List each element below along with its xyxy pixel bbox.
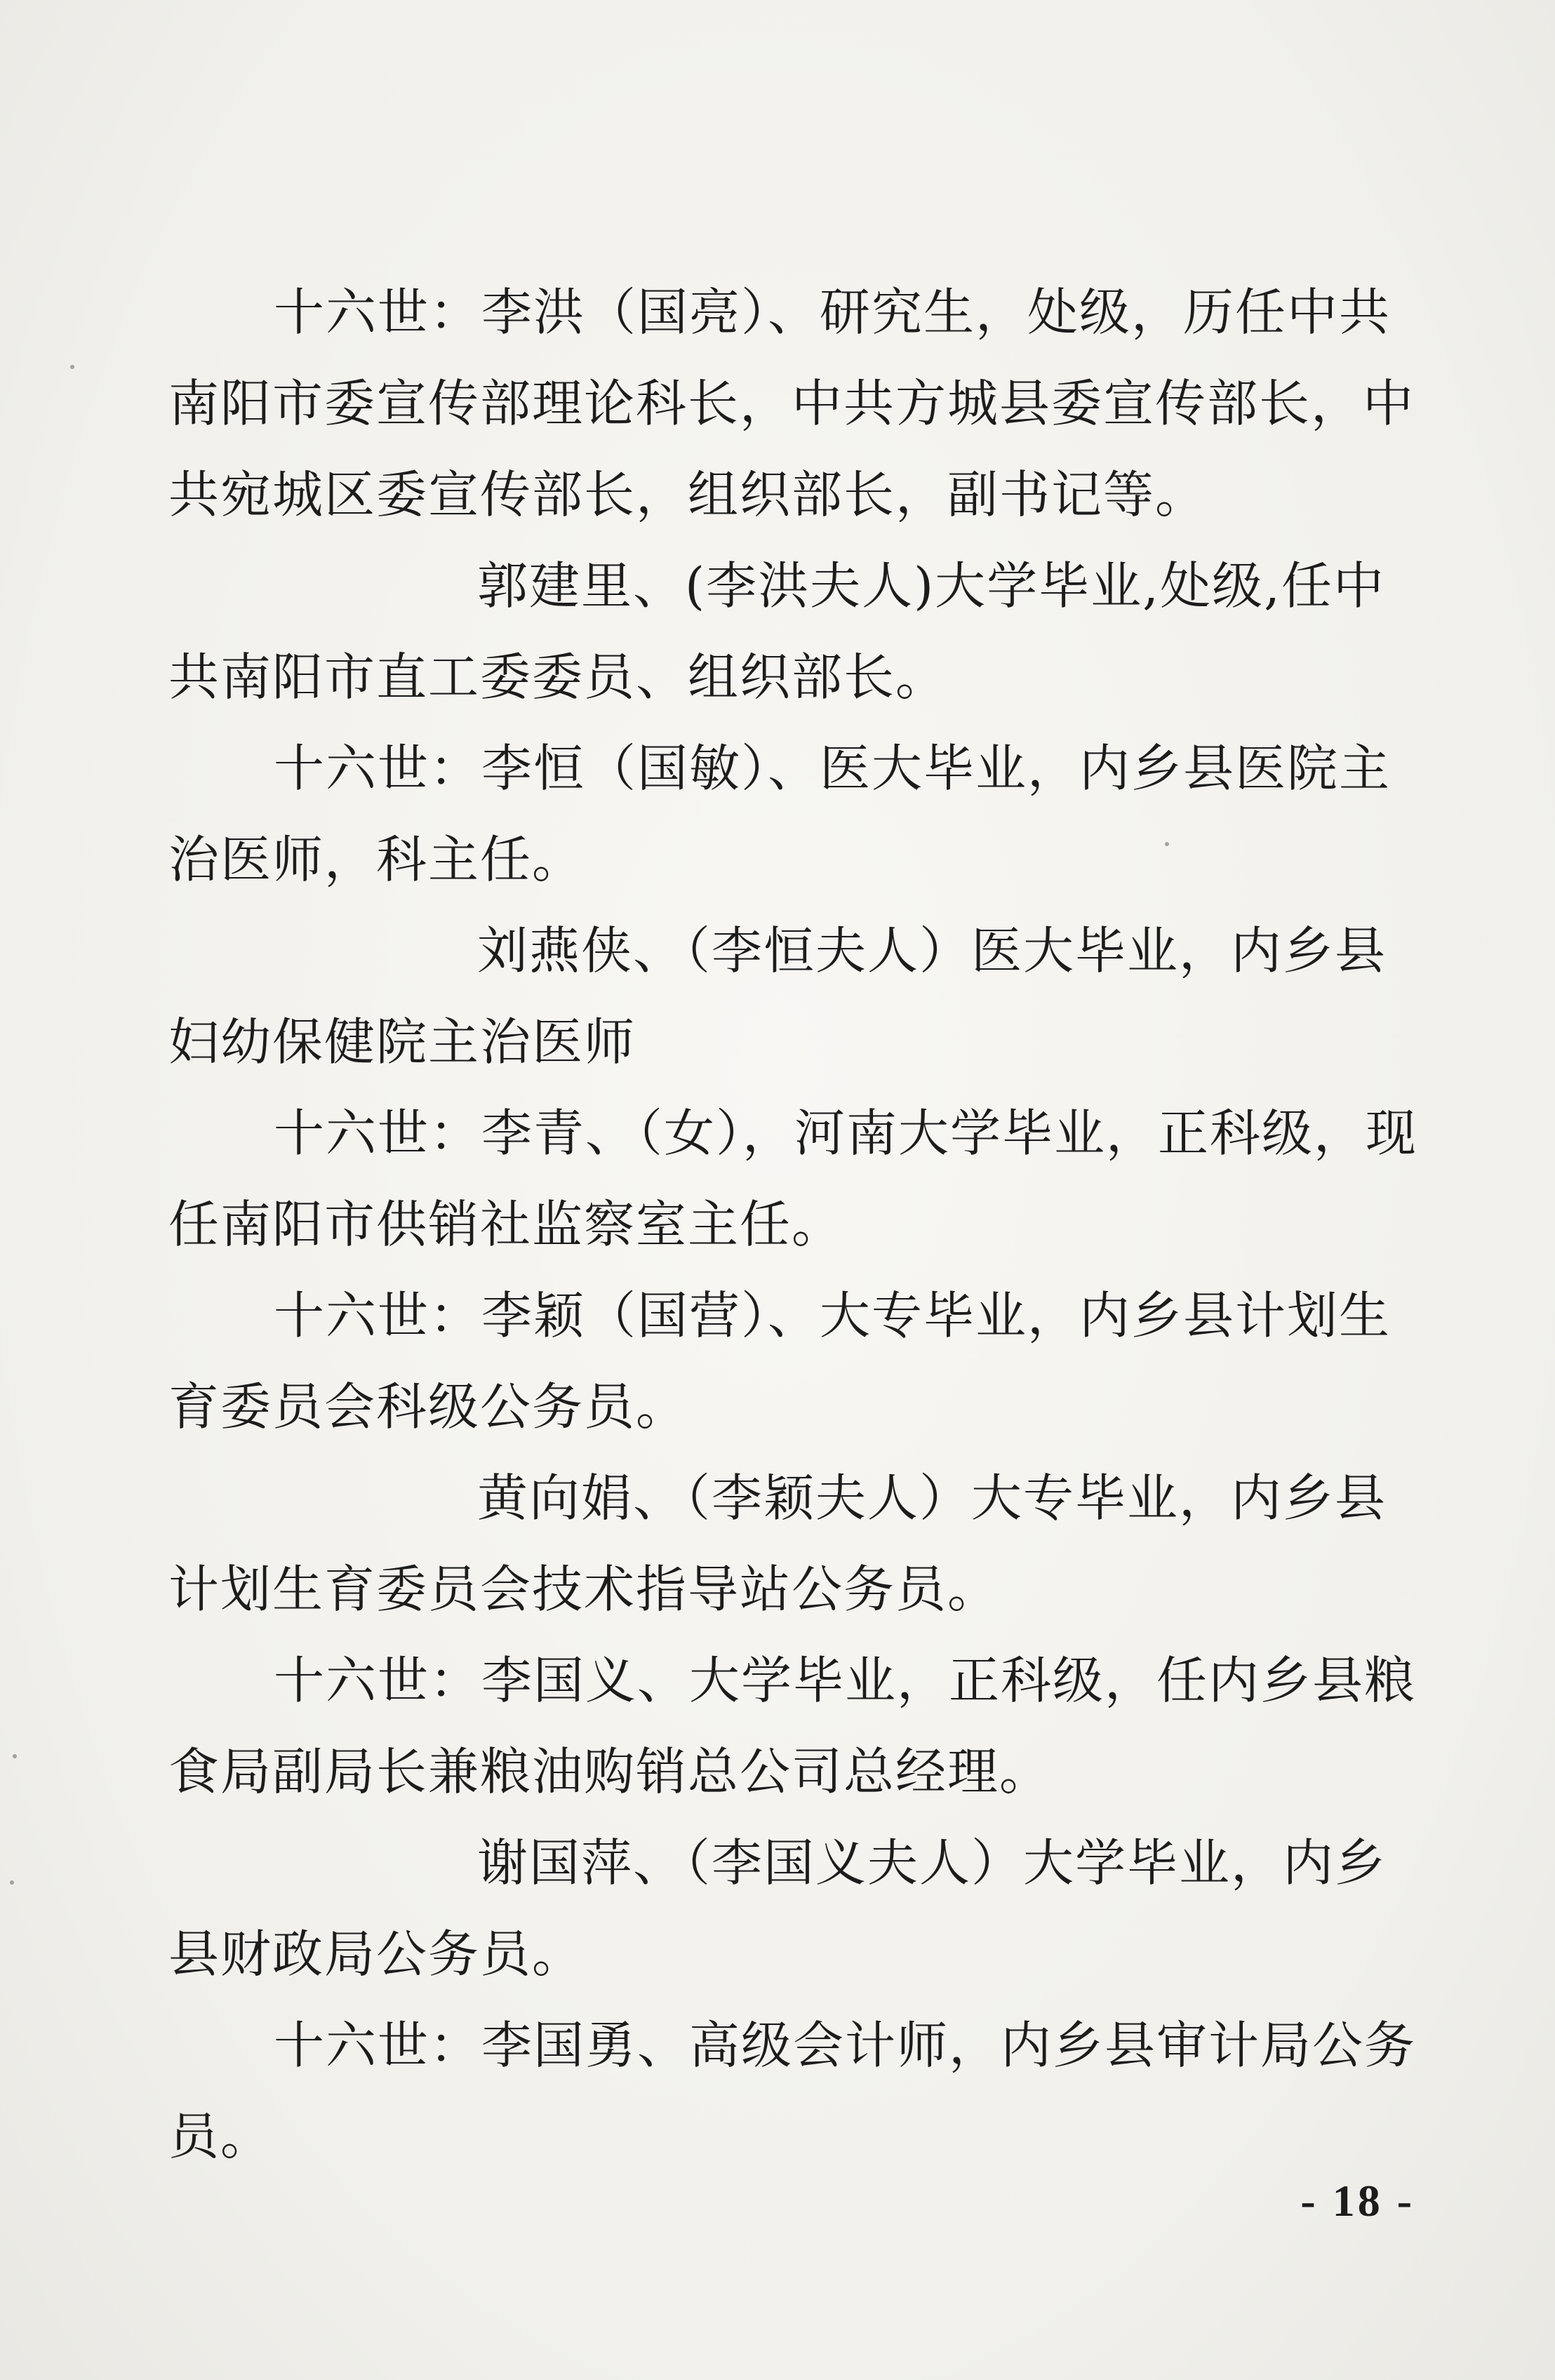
document-body: [168, 267, 1424, 2182]
spouse-entry: 郭建里、(李洪夫人)大学毕业,处级,任中共南阳市直工委委员、组织部长。: [168, 556, 1385, 707]
genealogy-entry: 十六世：李国义、大学毕业，正科级，任内乡县粮食局副局长兼粮油购销总公司总经理。: [168, 1651, 1417, 1801]
genealogy-entry: 十六世：李颖（国营）、大专毕业，内乡县计划生育委员会科级公务员。: [168, 1286, 1392, 1436]
genealogy-entry: 十六世：李恒（国敏）、医大毕业，内乡县医院主治医师，科主任。: [168, 739, 1392, 889]
spouse-entry: 谢国萍、（李国义夫人）大学毕业，内乡县财政局公务员。: [168, 1833, 1387, 1984]
spouse-entry: 黄向娟、（李颖夫人）大专毕业，内乡县计划生育委员会技术指导站公务员。: [168, 1469, 1387, 1619]
genealogy-entry: 十六世：李洪（国亮）、研究生，处级，历任中共南阳市委宣传部理论科长，中共方城县委宣传部长，中共宛城区委宣传部长，组织部长，副书记等。: [168, 283, 1415, 524]
genealogy-entry: 十六世：李国勇、高级会计师，内乡县审计局公务员。: [168, 2016, 1417, 2166]
page-number: - 18 -: [1300, 2176, 1415, 2226]
genealogy-entry: 十六世：李青、（女），河南大学毕业，正科级，现任南阳市供销社监察室主任。: [168, 1104, 1418, 1254]
scan-speck: [10, 1880, 14, 1885]
spouse-entry: 刘燕侠、（李恒夫人）医大毕业，内乡县妇幼保健院主治医师: [168, 921, 1387, 1071]
scan-speck: [13, 1754, 17, 1758]
scan-speck: [70, 365, 74, 369]
